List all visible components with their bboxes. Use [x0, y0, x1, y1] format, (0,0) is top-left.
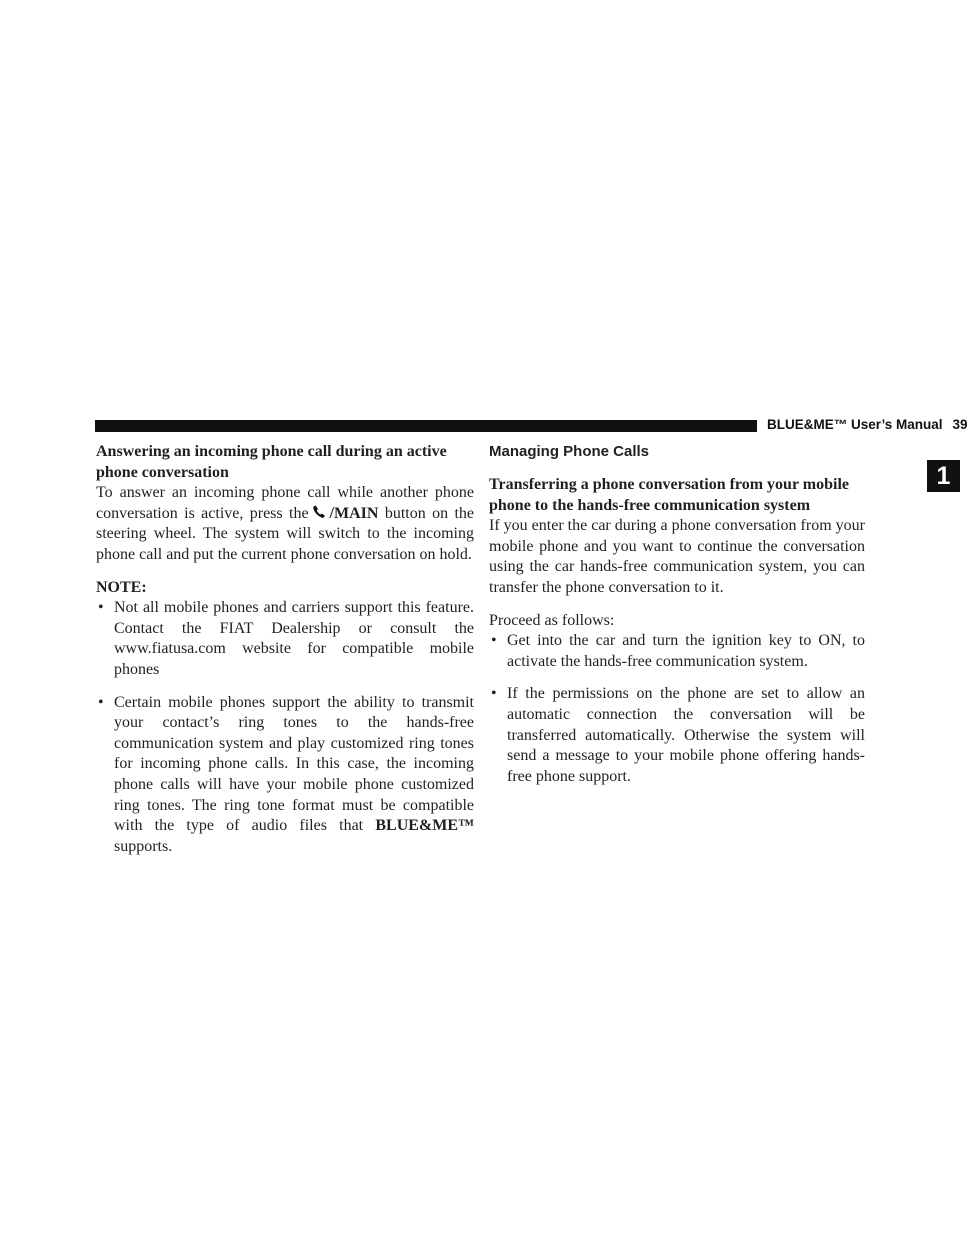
- answering-paragraph: [96, 483, 474, 565]
- left-column: [96, 442, 474, 869]
- bullet-text-end: supports.: [114, 837, 173, 855]
- bullet-dot: •: [491, 685, 497, 703]
- steps-bullet-list: [489, 631, 865, 787]
- running-header: [767, 417, 968, 432]
- note-bullet-list: [96, 598, 474, 857]
- section-heading: Managing Phone Calls: [489, 443, 650, 460]
- main-button-label: /MAIN: [329, 504, 379, 522]
- bullet-text: Get into the car and turn the ignition key to ON, to activate the hands-free communication system.: [507, 632, 865, 670]
- proceed-paragraph: Proceed as follows:: [489, 611, 615, 629]
- bullet-dot: •: [491, 632, 497, 650]
- note-label: NOTE:: [96, 578, 147, 596]
- bullet-text: Not all mobile phones and carriers support this feature. Contact the FIAT Dealership or consult the www.fiatusa.com website for compatible mobile phones: [114, 599, 474, 678]
- list-item: [489, 631, 865, 672]
- answering-heading: Answering an incoming phone call during an active phone conversation: [96, 443, 447, 481]
- list-item: [96, 693, 474, 858]
- brand-name: BLUE&ME™: [375, 817, 475, 835]
- list-item: [96, 598, 474, 680]
- chapter-tab: 1: [927, 460, 960, 492]
- bullet-text: If the permissions on the phone are set to allow an automatic connection the conversation will be transferred automatically. Otherwise the system will send a message to your mobile phone offering hands-free phone support.: [507, 685, 865, 785]
- header-rule: [95, 420, 757, 432]
- list-item: [489, 684, 865, 787]
- bullet-text: Certain mobile phones support the ability to transmit your contact’s ring tones to the hands-free communication system and play customized ring tones for incoming phone calls. In this case, the incoming phone calls will have your mobile phone customized ring tones. The ring tone format must be compatible with the type of audio files that: [114, 693, 474, 835]
- bullet-dot: •: [98, 599, 104, 617]
- bullet-dot: •: [98, 693, 104, 711]
- manual-title: BLUE&ME™ User’s Manual: [767, 417, 943, 432]
- para-text-after: button on the steering wheel. The system will switch to the incoming phone call and put the current phone conversation on hold.: [96, 504, 474, 563]
- right-column: [489, 442, 865, 799]
- page-number: 39: [952, 417, 968, 432]
- phone-handset-icon: [312, 505, 326, 519]
- transfer-paragraph: If you enter the car during a phone conversation from your mobile phone and you want to continue the conversation using the car hands-free communication system, you can transfer the phone conversation to it.: [489, 517, 865, 596]
- para-text-before: To answer an incoming phone call while another phone conversation is active, press the: [96, 484, 474, 522]
- transfer-heading: Transferring a phone conversation from your mobile phone to the hands-free communication system: [489, 476, 849, 514]
